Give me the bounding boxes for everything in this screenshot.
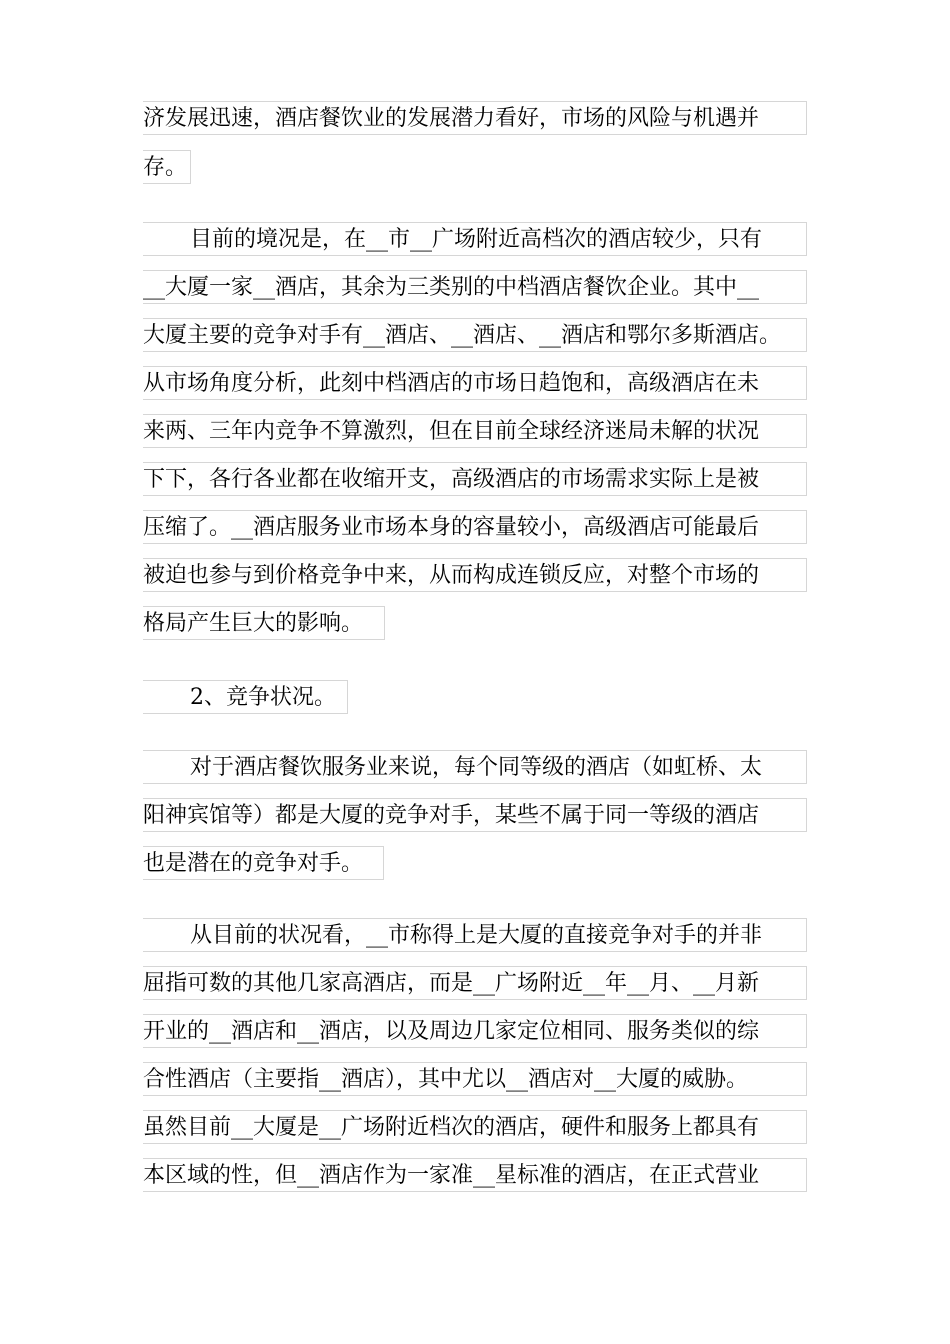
text-line: __大厦一家__酒店，其余为三类别的中档酒店餐饮企业。其中__ [143, 270, 807, 304]
text-line: 下下，各行各业都在收缩开支，高级酒店的市场需求实际上是被 [143, 462, 807, 496]
text-line: 大厦主要的竞争对手有__酒店、__酒店、__酒店和鄂尔多斯酒店。 [143, 318, 807, 352]
paragraph-first-line: 目前的境况是，在__市__广场附近高档次的酒店较少，只有 [143, 222, 807, 256]
text-line: 屈指可数的其他几家高酒店，而是__广场附近__年__月、__月新 [143, 966, 807, 1000]
text-line: 虽然目前__大厦是__广场附近档次的酒店，硬件和服务上都具有 [143, 1110, 807, 1144]
paragraph-first-line: 对于酒店餐饮服务业来说，每个同等级的酒店（如虹桥、太 [143, 750, 807, 784]
text-line: 来两、三年内竞争不算激烈，但在目前全球经济迷局未解的状况 [143, 414, 807, 448]
text-line: 从市场角度分析，此刻中档酒店的市场日趋饱和，高级酒店在未 [143, 366, 807, 400]
text-line: 本区域的性，但__酒店作为一家准__星标准的酒店，在正式营业 [143, 1158, 807, 1192]
text-line: 也是潜在的竞争对手。 [143, 846, 384, 880]
text-line: 阳神宾馆等）都是大厦的竞争对手，某些不属于同一等级的酒店 [143, 798, 807, 832]
text-line: 开业的__酒店和__酒店，以及周边几家定位相同、服务类似的综 [143, 1014, 807, 1048]
text-line: 压缩了。__酒店服务业市场本身的容量较小，高级酒店可能最后 [143, 510, 807, 544]
text-line: 济发展迅速，酒店餐饮业的发展潜力看好，市场的风险与机遇并 [143, 101, 807, 135]
section-heading: 2、竞争状况。 [143, 680, 348, 714]
text-line: 被迫也参与到价格竞争中来，从而构成连锁反应，对整个市场的 [143, 558, 807, 592]
paragraph-first-line: 从目前的状况看，__市称得上是大厦的直接竞争对手的并非 [143, 918, 807, 952]
text-line: 存。 [143, 150, 191, 184]
text-line: 合性酒店（主要指__酒店），其中尤以__酒店对__大厦的威胁。 [143, 1062, 807, 1096]
text-line: 格局产生巨大的影响。 [143, 606, 385, 640]
